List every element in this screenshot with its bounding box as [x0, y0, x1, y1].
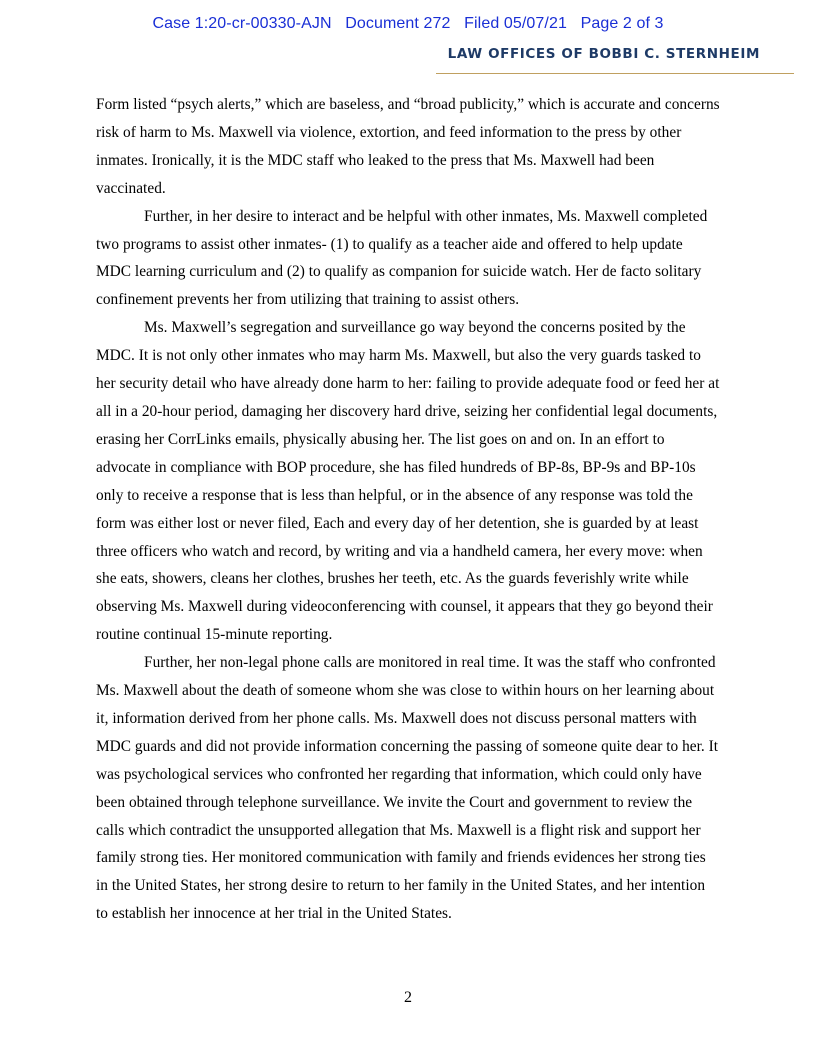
document-body	[96, 91, 720, 928]
letterhead-firm-name: LAW OFFICES OF BOBBI C. STERNHEIM	[447, 46, 760, 62]
paragraph-segregation: Ms. Maxwell’s segregation and surveillance go way beyond the concerns posited by the MDC. It is not only other inmates who may harm Ms. Maxwell, but also the very guards tasked to her security detail who have already done harm to her: failing to provide adequate food or feed her at all in a 20-hour period, damaging her discovery hard drive, seizing her confidential legal documents, erasing her CorrLinks emails, physically abusing her. The list goes on and on. In an effort to advocate in compliance with BOP procedure, she has filed hundreds of BP-8s, BP-9s and BP-10s only to receive a response that is less than helpful, or in the absence of any response was told the form was either lost or never filed, Each and every day of her detention, she is guarded by at least three officers who watch and record, by writing and via a handheld camera, her every move: when she eats, showers, cleans her clothes, brushes her teeth, etc. As the guards feverishly write while observing Ms. Maxwell during videoconferencing with counsel, it appears that they go beyond their routine continual 15-minute reporting.	[96, 319, 720, 644]
paragraph-phone-calls: Further, her non-legal phone calls are monitored in real time. It was the staff who confronted Ms. Maxwell about the death of someone whom she was close to within hours on her learning about it, information derived from her phone calls. Ms. Maxwell does not discuss personal matters with MDC guards and did not provide information concerning the passing of someone quite dear to her. It was psychological services who confronted her regarding that information, which could only have been obtained through telephone surveillance. We invite the Court and government to review the calls which contradict the unsupported allegation that Ms. Maxwell is a flight risk and support her family strong ties. Her monitored communication with family and friends evidences her strong ties in the United States, her strong desire to return to her family in the United States, and her intention to establish her innocence at her trial in the United States.	[96, 654, 719, 923]
paragraph-programs: Further, in her desire to interact and be helpful with other inmates, Ms. Maxwell completed two programs to assist other inmates- (1) to qualify as a teacher aide and offered to help update MDC learning curriculum and (2) to qualify as companion for suicide watch. Her de facto solitary confinement prevents her from utilizing that training to assist others.	[96, 207, 708, 309]
paragraph-psych-alerts: Form listed “psych alerts,” which are baseless, and “broad publicity,” which is accurate and concerns risk of harm to Ms. Maxwell via violence, extortion, and feed information to the press by other inmates. Ironically, it is the MDC staff who leaked to the press that Ms. Maxwell had been vaccinated.	[96, 96, 720, 197]
letterhead-rule	[436, 73, 794, 74]
page-number: 2	[404, 989, 412, 1006]
ecf-filing-header: Case 1:20-cr-00330-AJN Document 272 Filed 05/07/21 Page 2 of 3	[152, 15, 664, 32]
